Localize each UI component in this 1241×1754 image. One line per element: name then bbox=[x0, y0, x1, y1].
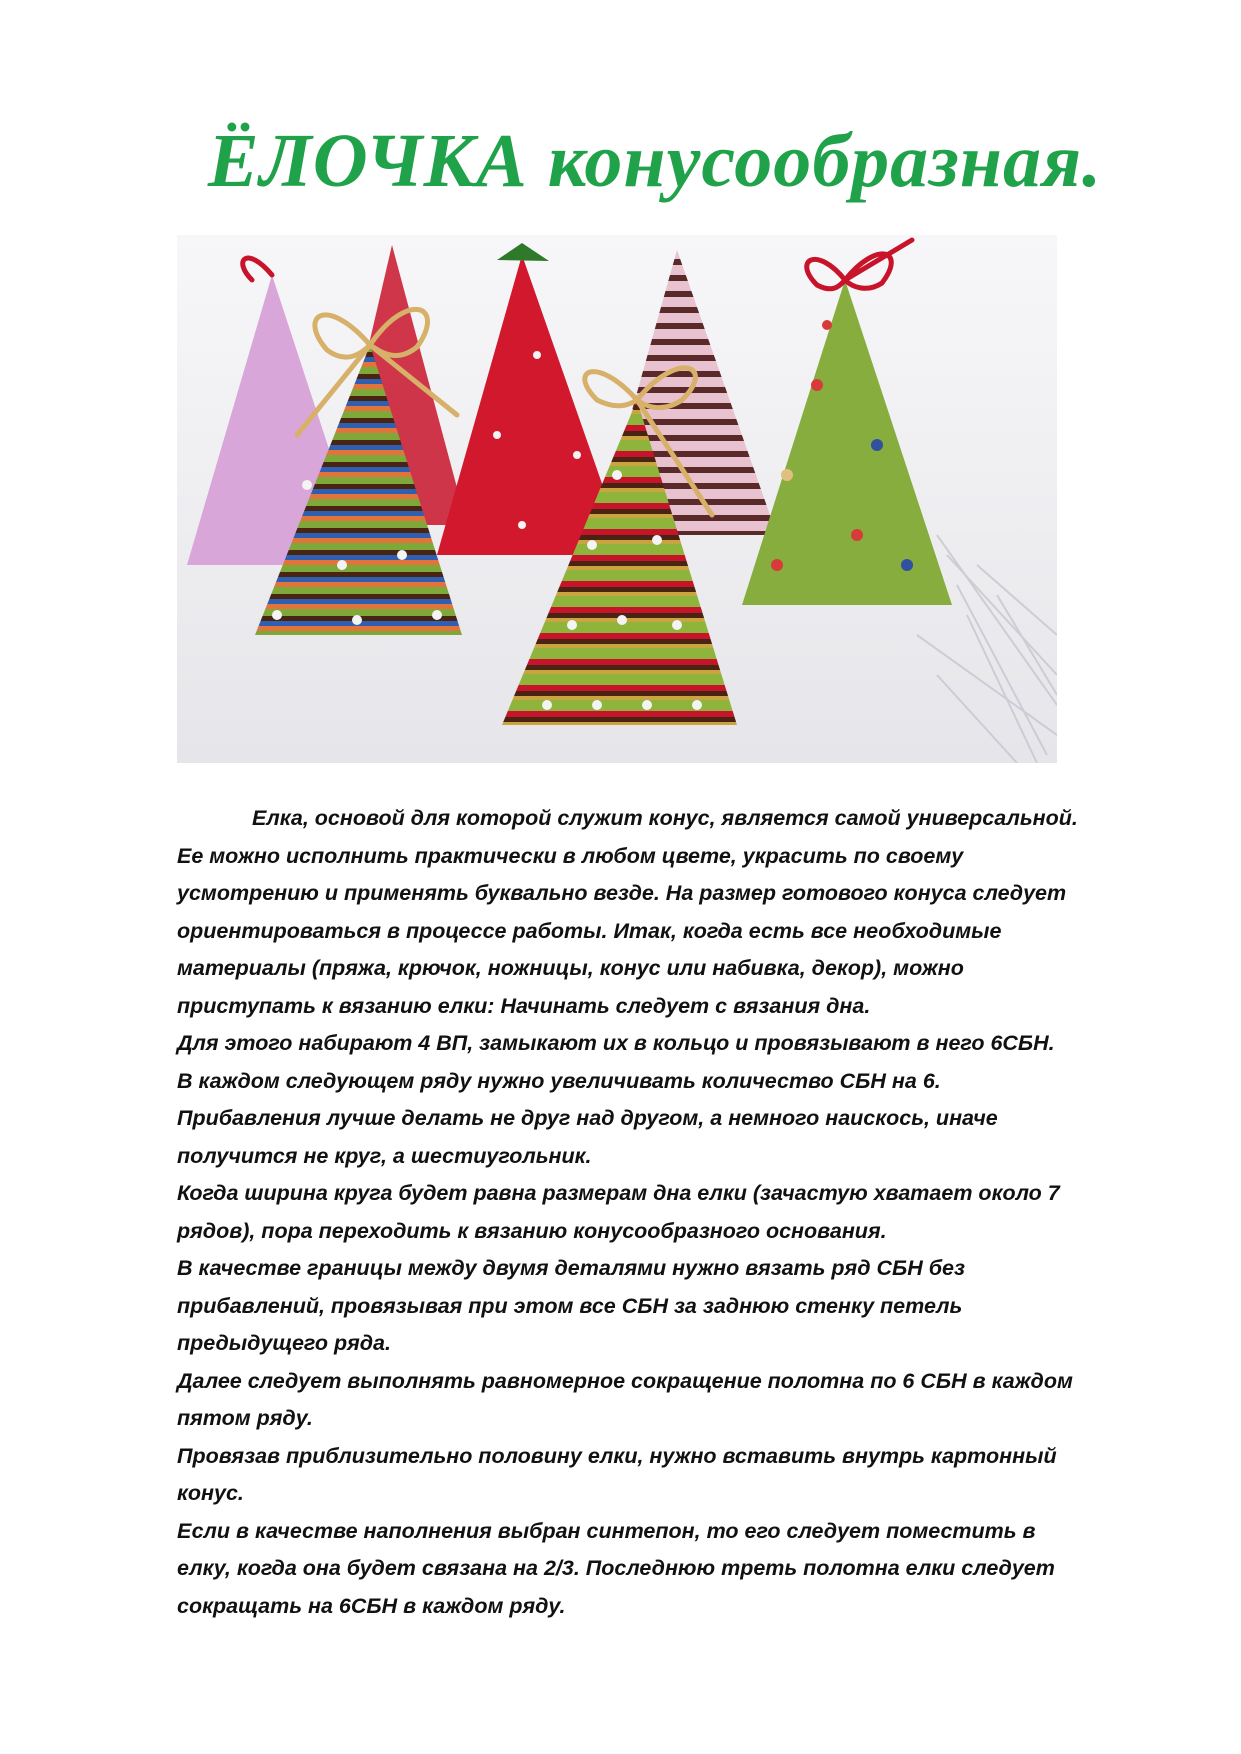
text-line: прибавлений, провязывая при этом все СБН за заднюю стенку петель bbox=[177, 1293, 963, 1318]
text-line: В каждом следующем ряду нужно увеличивать количество СБН на 6. bbox=[177, 1068, 941, 1093]
text-line: Далее следует выполнять равномерное сокращение полотна по 6 СБН в каждом bbox=[177, 1368, 1073, 1393]
text-line: Провязав приблизительно половину елки, нужно вставить внутрь картонный bbox=[177, 1443, 1057, 1468]
text-line: сокращать на 6СБН в каждом ряду. bbox=[177, 1593, 566, 1618]
text-line: Если в качестве наполнения выбран синтепон, то его следует поместить в bbox=[177, 1518, 1036, 1543]
text-line: ориентироваться в процессе работы. Итак, когда есть все необходимые bbox=[177, 918, 1002, 943]
text-line: Когда ширина круга будет равна размерам дна елки (зачастую хватает около 7 bbox=[177, 1181, 1060, 1205]
text-line: приступать к вязанию елки: Начинать следует с вязания дна. bbox=[177, 993, 871, 1018]
text-line: усмотрению и применять буквально везде. На размер готового конуса следует bbox=[177, 881, 1067, 905]
text-line: рядов), пора переходить к вязанию конусообразного основания. bbox=[177, 1218, 887, 1243]
text-line: пятом ряду. bbox=[177, 1406, 313, 1430]
text-line: В качестве границы между двумя деталями нужно вязать ряд СБН без bbox=[177, 1256, 965, 1280]
instructions-text bbox=[177, 800, 1137, 1625]
text-line: елку, когда она будет связана на 2/3. Последнюю треть полотна елки следует bbox=[177, 1556, 1055, 1580]
text-line: получится не круг, а шестиугольник. bbox=[177, 1143, 592, 1168]
text-line: Елка, основой для которой служит конус, является самой универсальной. bbox=[252, 806, 1078, 830]
page-title: ЁЛОЧКА конусообразная. bbox=[207, 119, 1103, 203]
text-line: Для этого набирают 4 ВП, замыкают их в кольцо и провязывают в него 6СБН. bbox=[177, 1031, 1055, 1055]
crochet-christmas-trees-photo-icon bbox=[177, 235, 1057, 763]
crochet-trees-photo bbox=[177, 235, 1057, 763]
text-line: Прибавления лучше делать не друг над другом, а немного наискось, иначе bbox=[177, 1106, 998, 1130]
text-line: Ее можно исполнить практически в любом цвете, украсить по своему bbox=[177, 843, 964, 868]
text-line: предыдущего ряда. bbox=[177, 1331, 391, 1355]
text-line: материалы (пряжа, крючок, ножницы, конус или набивка, декор), можно bbox=[177, 956, 964, 980]
text-line: конус. bbox=[177, 1481, 244, 1505]
